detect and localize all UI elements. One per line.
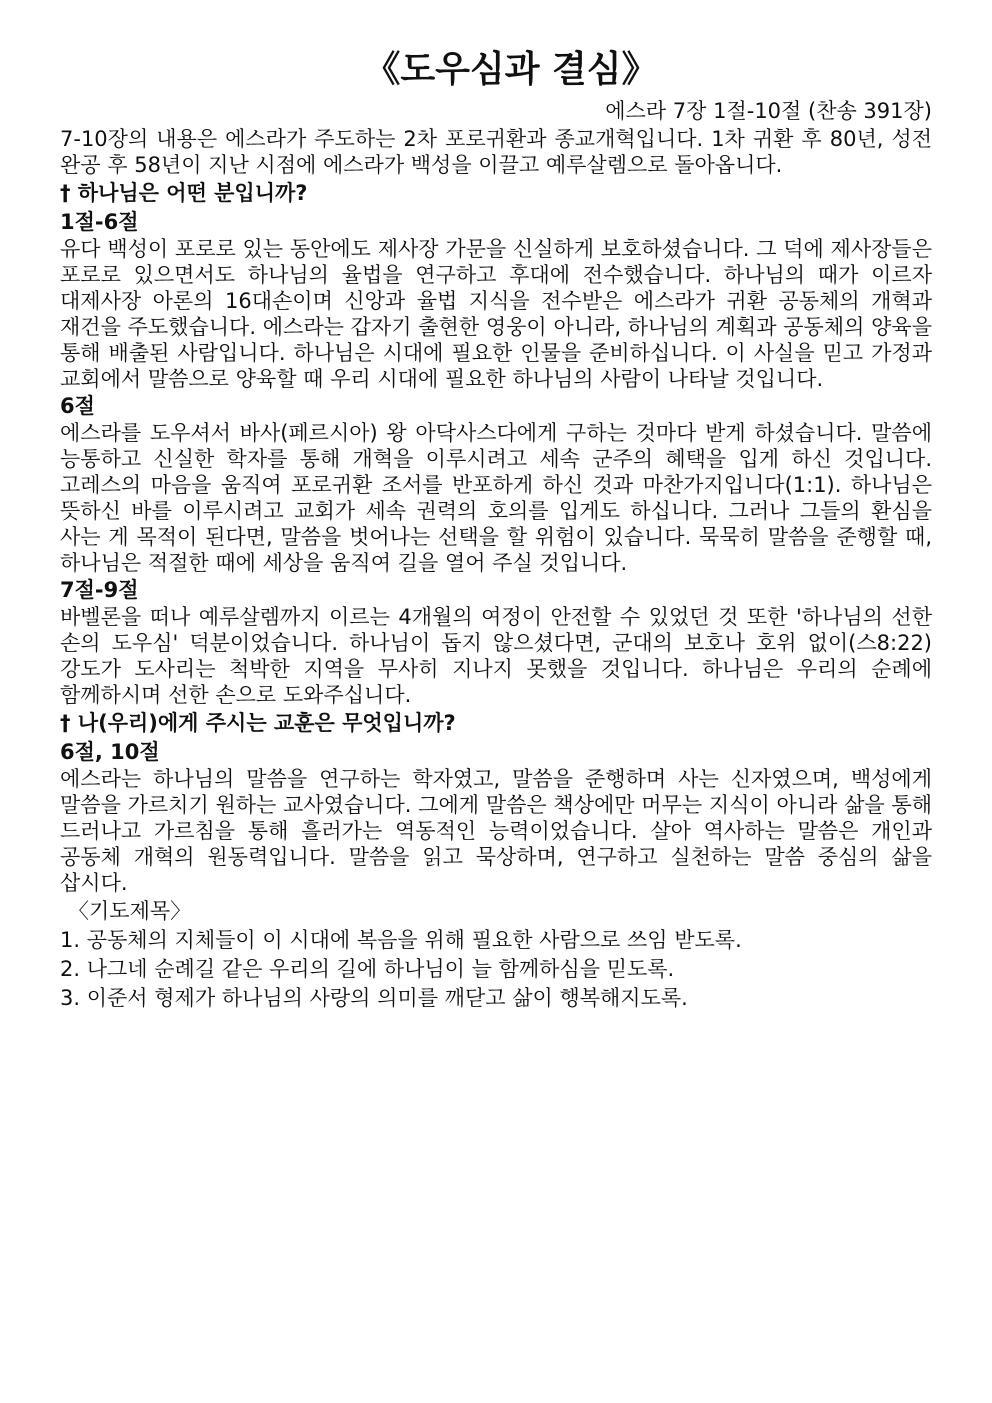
section-heading-god: † 하나님은 어떤 분입니까?	[60, 181, 308, 205]
verse-paragraph: 바벨론을 떠나 예루살렘까지 이르는 4개월의 여정이 안전할 수 있었던 것 또한 '하나님의 선한 손의 도우심' 덕분이었습니다. 하나님이 돕지 않으셨다면, 군대의 보호나 호위 없이(스8:22) 강도가 도사리는 척박한 지역을 무사히 지나지 못했을 것입니다. 하나님은 우리의 순례에 함께하시며 선한 손으로 도와주십니다.	[60, 605, 932, 707]
prayer-item: 1. 공동체의 지체들이 이 시대에 복음을 위해 필요한 사람으로 쓰임 받도록.	[60, 928, 742, 952]
prayer-title: 〈기도제목〉	[68, 899, 192, 923]
intro-paragraph: 7-10장의 내용은 에스라가 주도하는 2차 포로귀환과 종교개혁입니다. 1차 귀환 후 80년, 성전 완공 후 58년이 지난 시점에 에스라가 백성을 이끌고 예루살렘으로 돌아옵니다.	[60, 127, 932, 177]
document-page	[60, 40, 932, 1013]
verse-label: 1절-6절	[60, 210, 139, 234]
section-heading-lesson: † 나(우리)에게 주시는 교훈은 무엇입니까?	[60, 711, 456, 735]
scripture-reference: 에스라 7장 1절-10절 (찬송 391장)	[605, 99, 932, 123]
verse-label: 6절, 10절	[60, 740, 160, 764]
page-title: 《도우심과 결심》	[364, 49, 658, 90]
verse-paragraph: 유다 백성이 포로로 있는 동안에도 제사장 가문을 신실하게 보호하셨습니다. 그 덕에 제사장들은 포로로 있으면서도 하나님의 율법을 연구하고 후대에 전수했습니다. 하나님의 때가 이르자 대제사장 아론의 16대손이며 신앙과 율법 지식을 전수받은 에스라가 귀환 공동체의 개혁과 재건을 주도했습니다. 에스라는 갑자기 출현한 영웅이 아니라, 하나님의 계획과 공동체의 양육을 통해 배출된 사람입니다. 하나님은 시대에 필요한 인물을 준비하십니다. 이 사실을 믿고 가정과 교회에서 말씀으로 양육할 때 우리 시대에 필요한 하나님의 사람이 나타날 것입니다.	[60, 237, 932, 391]
prayer-item: 3. 이준서 형제가 하나님의 사랑의 의미를 깨닫고 삶이 행복해지도록.	[60, 986, 688, 1010]
lesson-paragraph: 에스라는 하나님의 말씀을 연구하는 학자였고, 말씀을 준행하며 사는 신자였으며, 백성에게 말씀을 가르치기 원하는 교사였습니다. 그에게 말씀은 책상에만 머무는 지식이 아니라 삶을 통해 드러나고 가르침을 통해 흘러가는 역동적인 능력이었습니다. 살아 역사하는 말씀은 개인과 공동체 개혁의 원동력입니다. 말씀을 읽고 묵상하며, 연구하고 실천하는 말씀 중심의 삶을 삽시다.	[60, 767, 932, 895]
verse-paragraph: 에스라를 도우셔서 바사(페르시아) 왕 아닥사스다에게 구하는 것마다 받게 하셨습니다. 말씀에 능통하고 신실한 학자를 통해 개혁을 이루시려고 세속 군주의 혜택을 입게 하신 것입니다. 고레스의 마음을 움직여 포로귀환 조서를 반포하게 하신 것과 마찬가지입니다(1:1). 하나님은 뜻하신 바를 이루시려고 교회가 세속 권력의 호의를 입게도 하십니다. 그러나 그들의 환심을 사는 게 목적이 된다면, 말씀을 벗어나는 선택을 할 위험이 있습니다. 묵묵히 말씀을 준행할 때, 하나님은 적절한 때에 세상을 움직여 길을 열어 주실 것입니다.	[60, 421, 932, 575]
prayer-item: 2. 나그네 순례길 같은 우리의 길에 하나님이 늘 함께하심을 믿도록.	[60, 957, 675, 981]
verse-label: 7절-9절	[60, 578, 139, 602]
prayer-list	[60, 926, 932, 1013]
verse-label: 6절	[60, 394, 95, 418]
